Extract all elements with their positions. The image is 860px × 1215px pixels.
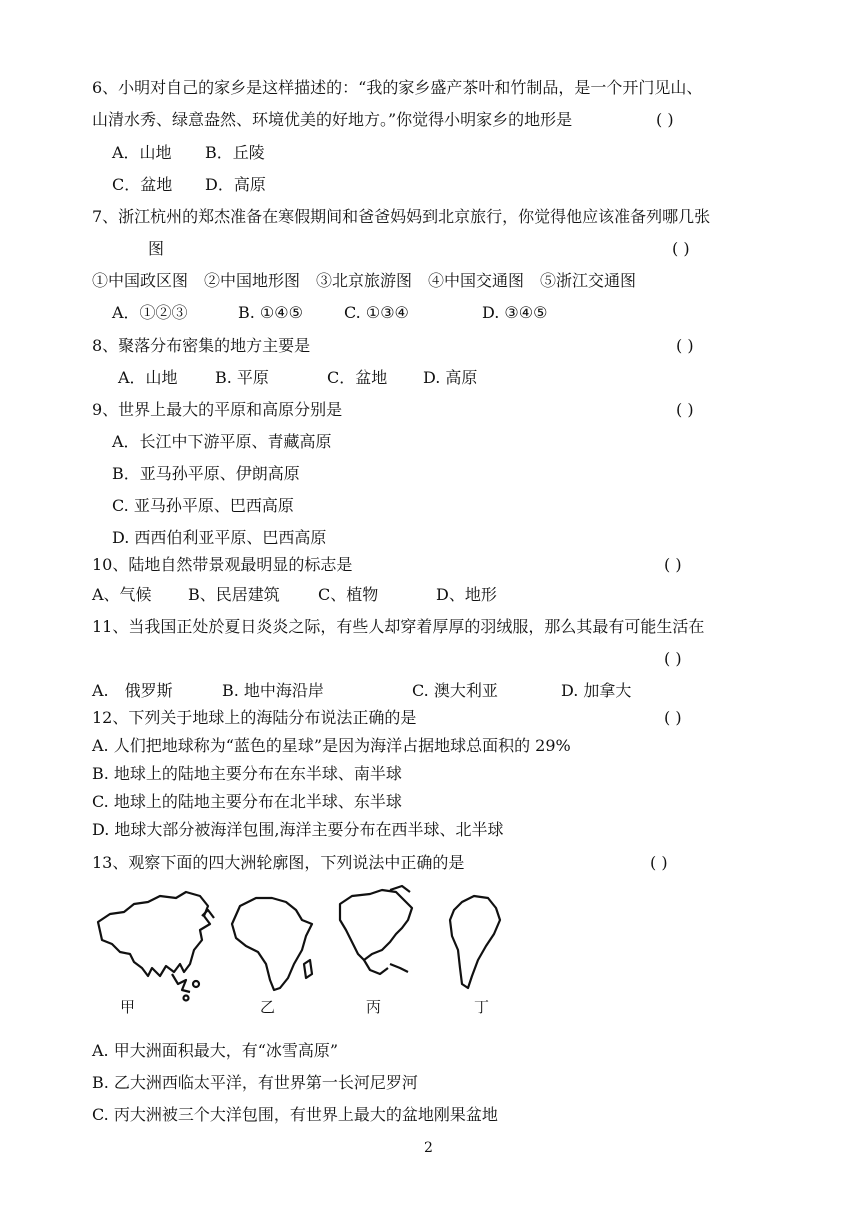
q7-option-c: C. ①③④ xyxy=(344,303,409,322)
q11-answer-blank: ( ) xyxy=(664,649,682,668)
q6-option-c: C．盆地 xyxy=(112,175,173,194)
q12-stem: 12、下列关于地球上的海陆分布说法正确的是 xyxy=(92,708,417,727)
q12-answer-blank: ( ) xyxy=(664,708,682,727)
q7-stem-line1: 7、浙江杭州的郑杰准备在寒假期间和爸爸妈妈到北京旅行，你觉得他应该准备列哪几张 xyxy=(92,207,711,226)
q9-stem: 9、世界上最大的平原和高原分别是 xyxy=(92,400,343,419)
q6-option-d: D．高原 xyxy=(205,175,266,194)
map-label-yi: 乙 xyxy=(260,998,276,1016)
q10-option-b: B、民居建筑 xyxy=(188,585,280,604)
map-label-ding: 丁 xyxy=(474,998,490,1016)
q9-option-c: C. 亚马孙平原、巴西高原 xyxy=(112,496,294,515)
q6-option-a: A．山地 xyxy=(112,143,172,162)
q9-option-a: A．长江中下游平原、青藏高原 xyxy=(112,432,332,451)
q8-answer-blank: ( ) xyxy=(676,336,694,355)
q12-option-c: C. 地球上的陆地主要分布在北半球、东半球 xyxy=(92,792,402,811)
q9-option-b: B．亚马孙平原、伊朗高原 xyxy=(112,464,300,483)
q12-option-d: D. 地球大部分被海洋包围,海洋主要分布在西半球、北半球 xyxy=(92,820,504,839)
q12-option-a: A. 人们把地球称为“蓝色的星球”是因为海洋占据地球总面积的 29% xyxy=(92,736,571,755)
q13-option-a: A. 甲大洲面积最大，有“冰雪高原” xyxy=(92,1041,339,1060)
q13-stem: 13、观察下面的四大洲轮廓图，下列说法中正确的是 xyxy=(92,853,465,872)
asia-outline xyxy=(98,892,210,976)
q11-option-a: A. 俄罗斯 xyxy=(92,681,173,700)
q7-answer-blank: ( ) xyxy=(672,239,690,258)
q9-option-d: D. 西西伯利亚平原、巴西高原 xyxy=(112,528,327,547)
q7-map-list: ①中国政区图 ②中国地形图 ③北京旅游图 ④中国交通图 ⑤浙江交通图 xyxy=(92,271,637,290)
q6-stem-line1: 6、小明对自己的家乡是这样描述的：“我的家乡盛产茶叶和竹制品，是一个开门见山、 xyxy=(92,78,703,97)
africa-outline xyxy=(232,898,312,990)
q6-stem-line2: 山清水秀、绿意盎然、环境优美的好地方。”你觉得小明家乡的地形是 xyxy=(92,110,573,129)
q11-option-d: D. 加拿大 xyxy=(561,681,632,700)
south-america-outline xyxy=(450,896,500,988)
q11-stem: 11、当我国正处於夏日炎炎之际，有些人却穿着厚厚的羽绒服，那么其最有可能生活在 xyxy=(92,617,705,636)
q10-option-d: D、地形 xyxy=(436,585,497,604)
q10-stem: 10、陆地自然带景观最明显的标志是 xyxy=(92,555,353,574)
map-label-jia: 甲 xyxy=(120,998,136,1016)
q13-option-b: B. 乙大洲西临太平洋，有世界第一长河尼罗河 xyxy=(92,1073,418,1092)
continent-outlines xyxy=(90,880,530,1020)
q12-option-b: B. 地球上的陆地主要分布在东半球、南半球 xyxy=(92,764,402,783)
q10-option-a: A、气候 xyxy=(92,585,152,604)
q8-option-a: A．山地 xyxy=(118,368,178,387)
q11-option-c: C. 澳大利亚 xyxy=(412,681,498,700)
q10-option-c: C、植物 xyxy=(318,585,379,604)
q6-answer-blank: ( ) xyxy=(656,110,674,129)
q7-option-a: A．①②③ xyxy=(112,303,188,322)
q8-stem: 8、聚落分布密集的地方主要是 xyxy=(92,336,311,355)
q10-answer-blank: ( ) xyxy=(664,555,682,574)
map-label-bing: 丙 xyxy=(366,998,382,1016)
q8-option-d: D. 高原 xyxy=(423,368,478,387)
q7-option-d: D. ③④⑤ xyxy=(482,303,548,322)
q7-option-b: B. ①④⑤ xyxy=(238,303,303,322)
q11-option-b: B. 地中海沿岸 xyxy=(222,681,324,700)
q8-option-b: B. 平原 xyxy=(215,368,269,387)
north-america-outline xyxy=(340,890,412,960)
page-number: 2 xyxy=(424,1140,433,1156)
q7-stem-line2: 图 xyxy=(148,239,165,258)
q13-answer-blank: ( ) xyxy=(650,853,668,872)
q9-answer-blank: ( ) xyxy=(676,400,694,419)
continent-outline-figure xyxy=(90,880,530,1020)
q13-option-c: C. 丙大洲被三个大洋包围，有世界上最大的盆地刚果盆地 xyxy=(92,1105,498,1124)
q6-option-b: B．丘陵 xyxy=(205,143,265,162)
q8-option-c: C．盆地 xyxy=(327,368,388,387)
